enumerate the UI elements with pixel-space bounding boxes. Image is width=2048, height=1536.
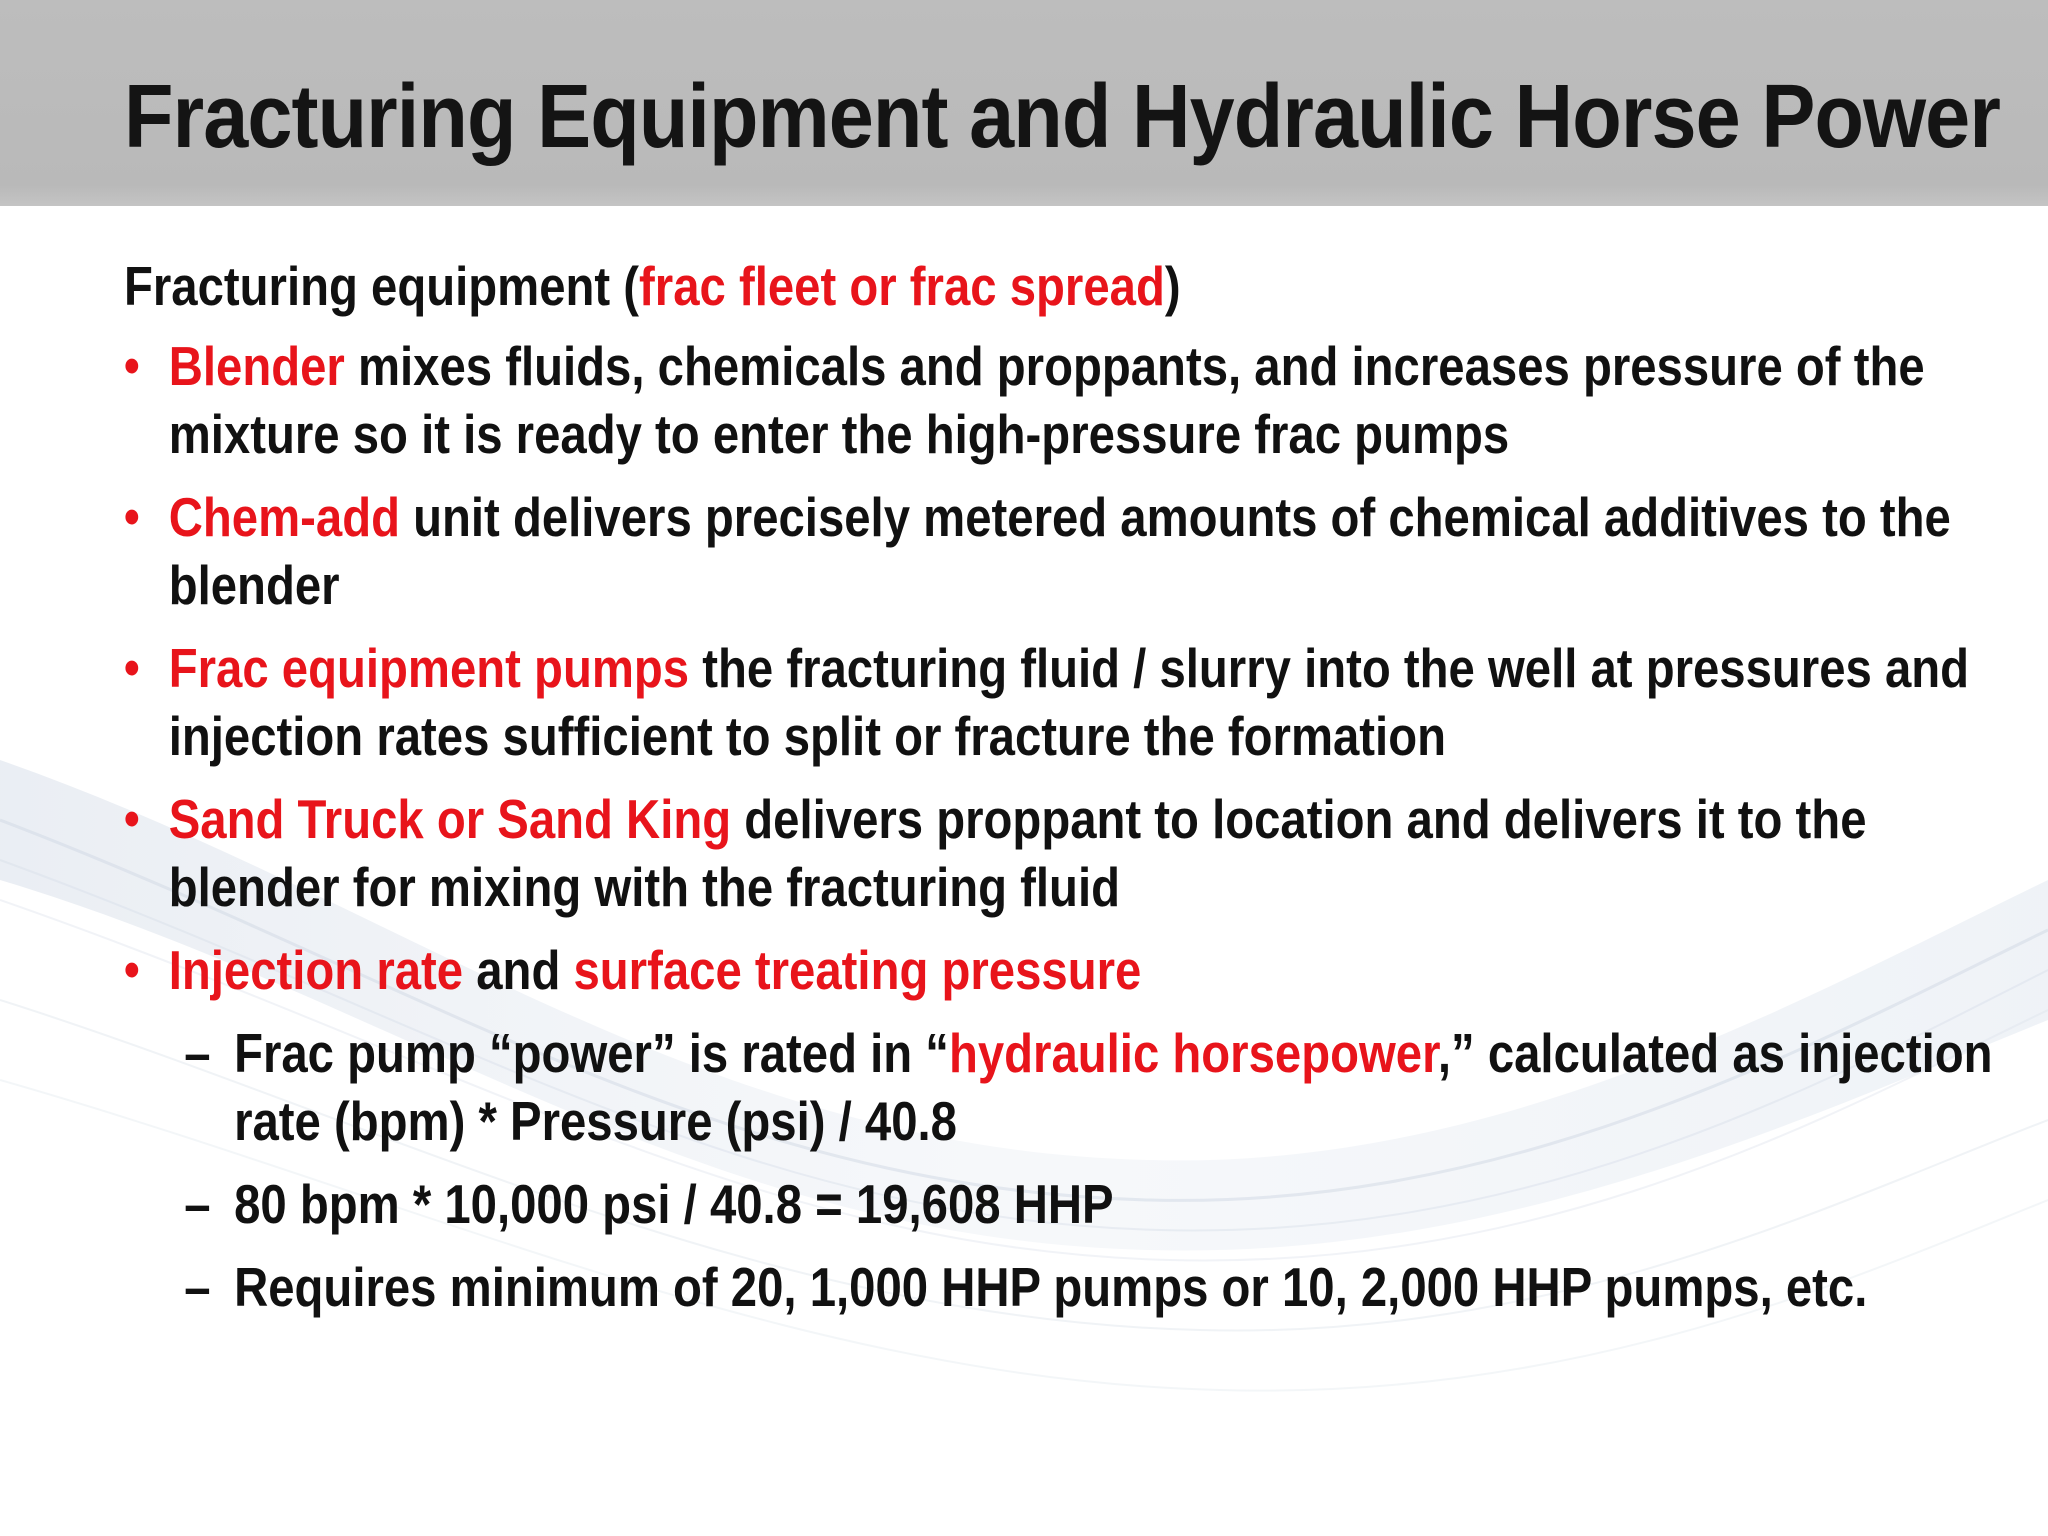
bullet-highlight: Blender xyxy=(168,335,345,397)
bullet-connector: and xyxy=(463,939,574,1001)
bullet-marker: • xyxy=(124,488,140,546)
bullet-text: unit delivers precisely metered amounts of chemical additives to the blender xyxy=(168,486,1951,616)
bullet-highlight-injection-rate: Injection rate xyxy=(168,939,464,1001)
bullet-highlight: Frac equipment pumps xyxy=(168,637,690,699)
bullet-frac-equipment xyxy=(124,634,2004,770)
intro-highlight: frac fleet or frac spread xyxy=(639,255,1165,317)
slide-title: Fracturing Equipment and Hydraulic Horse Power xyxy=(124,67,2000,167)
bullet-injection-rate xyxy=(124,936,2004,1004)
bullet-text: delivers proppant to location and delivers it to the blender for mixing with the fracturing fluid xyxy=(168,788,1867,918)
sub-bullet-highlight: hydraulic horsepower xyxy=(948,1022,1438,1084)
bullet-highlight-treating-pressure: surface treating pressure xyxy=(573,939,1142,1001)
bullet-marker: • xyxy=(124,790,140,848)
bullet-blender xyxy=(124,332,2004,468)
bullet-text: mixes fluids, chemicals and proppants, and increases pressure of the mixture so it is ready to enter the high-pressure frac pumps xyxy=(168,335,1925,465)
bullet-highlight: Sand Truck or Sand King xyxy=(168,788,732,850)
bullet-text: the fracturing fluid / slurry into the well at pressures and injection rates sufficient to split or fracture the formation xyxy=(168,637,1970,767)
slide-content xyxy=(124,252,2004,1336)
sub-bullet-pump-requirement xyxy=(124,1253,2004,1321)
sub-bullet-suffix: ,” calculated as injection rate (bpm) * Pressure (psi) / 40.8 xyxy=(234,1022,1993,1152)
sub-bullet-dash: – xyxy=(184,1256,211,1318)
bullet-marker: • xyxy=(124,941,140,999)
sub-bullet-hhp-definition xyxy=(124,1019,2004,1155)
bullet-sand-truck xyxy=(124,785,2004,921)
bullet-marker: • xyxy=(124,337,140,395)
sub-bullet-text: 80 bpm * 10,000 psi / 40.8 = 19,608 HHP xyxy=(234,1173,1114,1235)
bullet-chem-add xyxy=(124,483,2004,619)
intro-line xyxy=(124,252,2004,320)
sub-bullet-dash: – xyxy=(184,1173,211,1235)
content-body xyxy=(124,252,2004,1321)
title-bar xyxy=(0,0,2048,206)
sub-bullet-hhp-example xyxy=(124,1170,2004,1238)
sub-bullet-dash: – xyxy=(184,1022,211,1084)
intro-suffix: ) xyxy=(1164,255,1181,317)
intro-prefix: Fracturing equipment ( xyxy=(124,255,640,317)
sub-bullet-prefix: Frac pump “power” is rated in “ xyxy=(234,1022,949,1084)
bullet-highlight: Chem-add xyxy=(168,486,400,548)
bullet-marker: • xyxy=(124,639,140,697)
sub-bullet-text: Requires minimum of 20, 1,000 HHP pumps or 10, 2,000 HHP pumps, etc. xyxy=(234,1256,1868,1318)
